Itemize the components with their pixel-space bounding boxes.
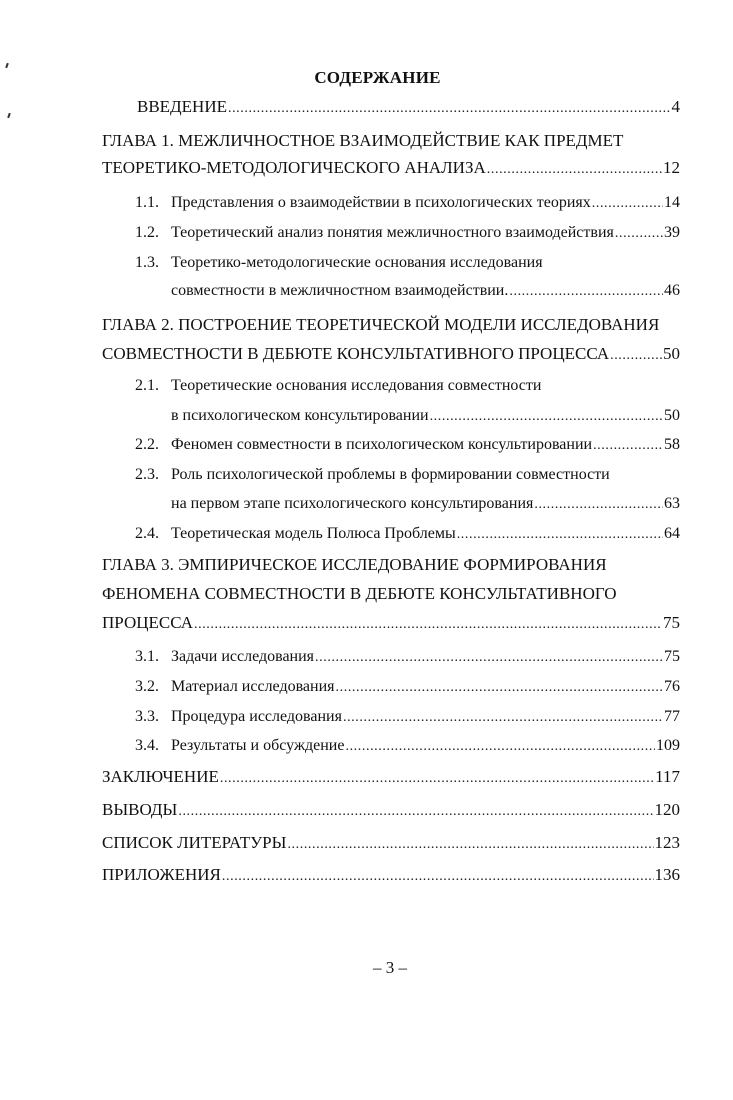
toc-page-number: 39 — [664, 224, 680, 241]
toc-entry-section-3-2[interactable] — [171, 676, 680, 699]
toc-entry-label: в психологическом консультировании — [171, 407, 429, 424]
toc-chapter-3-line-1[interactable]: ГЛАВА 3. ЭМПИРИЧЕСКОЕ ИССЛЕДОВАНИЕ ФОРМИРОВАНИЯ — [102, 555, 607, 574]
toc-entry-section-2-3[interactable] — [171, 493, 680, 516]
dot-leader — [487, 159, 662, 181]
dot-leader — [593, 435, 663, 457]
toc-entry-label: ВЫВОДЫ — [102, 800, 178, 819]
toc-entry-label: Результаты и обсуждение — [171, 737, 345, 754]
toc-entry-label: Теоретическая модель Полюса Проблемы — [171, 525, 456, 542]
toc-entry-references[interactable] — [102, 832, 680, 856]
toc-page-number: 77 — [664, 708, 680, 725]
toc-page-number: 50 — [663, 344, 680, 363]
toc-entry-label: ЗАКЛЮЧЕНИЕ — [102, 767, 219, 786]
dot-leader — [315, 647, 663, 669]
toc-chapter-2-line-1[interactable]: ГЛАВА 2. ПОСТРОЕНИЕ ТЕОРЕТИЧЕСКОЙ МОДЕЛИ ИССЛЕДОВАНИЯ — [102, 315, 660, 334]
toc-entry-label: Феномен совместности в психологическом консультировании — [171, 436, 593, 453]
dot-leader — [222, 866, 654, 888]
toc-entry-appendices[interactable] — [102, 864, 680, 888]
toc-entry-chapter-3[interactable] — [102, 612, 680, 636]
toc-entry-label: Теоретический анализ понятия межличностного взаимодействия — [171, 224, 614, 241]
toc-entry-label: Задачи исследования — [171, 648, 315, 665]
toc-entry-label: ПРОЦЕССА — [102, 613, 193, 632]
toc-page-number: 136 — [654, 865, 680, 884]
toc-entry-section-1-3[interactable] — [171, 280, 680, 303]
section-number: 2.3. — [135, 466, 159, 483]
toc-entry-label: Процедура исследования — [171, 708, 342, 725]
toc-entry-label: совместности в межличностном взаимодействии. — [171, 282, 509, 299]
section-number: 3.1. — [135, 648, 159, 665]
toc-entry-label: ВВЕДЕНИЕ — [137, 97, 227, 116]
dot-leader — [220, 768, 654, 790]
toc-page-number: 50 — [664, 407, 680, 424]
toc-page-number: 63 — [664, 495, 680, 512]
toc-entry-chapter-1[interactable] — [102, 157, 680, 181]
dot-leader — [457, 524, 663, 546]
dot-leader — [534, 494, 663, 516]
toc-entry-chapter-2[interactable] — [102, 343, 680, 367]
toc-page-number: 120 — [654, 800, 680, 819]
toc-entry-label: СПИСОК ЛИТЕРАТУРЫ — [102, 833, 287, 852]
toc-entry-section-2-1[interactable] — [171, 405, 680, 428]
toc-page-number: 58 — [664, 436, 680, 453]
toc-chapter-3-line-2[interactable]: ФЕНОМЕНА СОВМЕСТНОСТИ В ДЕБЮТЕ КОНСУЛЬТАТИВНОГО — [102, 584, 617, 603]
toc-page-number: 4 — [671, 97, 680, 116]
section-number: 3.4. — [135, 737, 159, 754]
page-number: – 3 – — [373, 958, 407, 977]
dot-leader — [345, 736, 655, 758]
toc-entry-intro[interactable] — [137, 96, 680, 120]
toc-entry-label: СОВМЕСТНОСТИ В ДЕБЮТЕ КОНСУЛЬТАТИВНОГО ПРОЦЕССА — [102, 344, 610, 363]
toc-entry-findings[interactable] — [102, 799, 680, 823]
toc-entry-label: Материал исследования — [171, 678, 335, 695]
toc-page-number: 12 — [663, 158, 680, 177]
section-number: 2.1. — [135, 377, 159, 394]
toc-entry-section-1-2[interactable] — [171, 222, 680, 245]
section-number: 1.2. — [135, 224, 159, 241]
toc-entry-section-2-4[interactable] — [171, 523, 680, 546]
toc-entry-section-2-2[interactable] — [171, 434, 680, 457]
section-number: 1.3. — [135, 254, 159, 271]
dot-leader — [228, 98, 671, 120]
dot-leader — [615, 223, 663, 245]
dot-leader — [336, 677, 663, 699]
section-number: 2.4. — [135, 525, 159, 542]
section-number: 1.1. — [135, 194, 159, 211]
section-number: 3.2. — [135, 678, 159, 695]
toc-page-number: 75 — [664, 648, 680, 665]
scan-mark — [7, 113, 11, 118]
toc-entry-label: на первом этапе психологического консультирования — [171, 495, 534, 512]
dot-leader — [194, 614, 662, 636]
toc-chapter-1-line-1[interactable]: ГЛАВА 1. МЕЖЛИЧНОСТНОЕ ВЗАИМОДЕЙСТВИЕ КАК ПРЕДМЕТ — [102, 131, 624, 150]
toc-page-number: 76 — [664, 678, 680, 695]
section-number: 3.3. — [135, 708, 159, 725]
toc-entry-conclusion[interactable] — [102, 766, 680, 790]
toc-page-number: 123 — [654, 833, 680, 852]
dot-leader — [178, 801, 653, 823]
dot-leader — [287, 834, 653, 856]
toc-page-number: 46 — [664, 282, 680, 299]
section-number: 2.2. — [135, 436, 159, 453]
dot-leader — [610, 345, 662, 367]
toc-entry-section-3-3[interactable] — [171, 706, 680, 729]
toc-entry-section-3-1[interactable] — [171, 646, 680, 669]
toc-section-2-3-line-1[interactable]: Роль психологической проблемы в формировании совместности — [171, 466, 610, 483]
toc-page-number: 14 — [664, 194, 680, 211]
toc-entry-label: ПРИЛОЖЕНИЯ — [102, 865, 221, 884]
toc-section-1-3-line-1[interactable]: Теоретико-методологические основания исследования — [171, 254, 543, 271]
toc-title: СОДЕРЖАНИЕ — [314, 68, 441, 87]
toc-entry-label: ТЕОРЕТИКО-МЕТОДОЛОГИЧЕСКОГО АНАЛИЗА — [102, 158, 486, 177]
dot-leader — [592, 193, 663, 215]
toc-entry-label: Представления о взаимодействии в психологических теориях — [171, 194, 591, 211]
toc-page-number: 109 — [656, 737, 680, 754]
dot-leader — [509, 281, 663, 303]
toc-entry-section-3-4[interactable] — [171, 735, 680, 758]
dot-leader — [430, 406, 663, 428]
toc-entry-section-1-1[interactable] — [171, 192, 680, 215]
toc-section-2-1-line-1[interactable]: Теоретические основания исследования совместности — [171, 377, 542, 394]
toc-page-number: 117 — [655, 767, 680, 786]
toc-page-number: 64 — [664, 525, 680, 542]
dot-leader — [343, 707, 663, 729]
toc-page-number: 75 — [663, 613, 680, 632]
